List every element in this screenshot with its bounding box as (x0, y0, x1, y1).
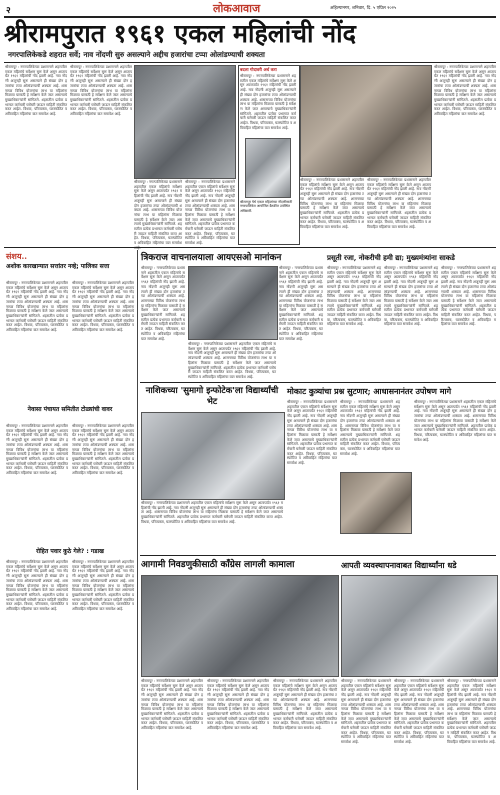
prasuti-title: प्रसूती रजा, नोकरीची हमी द्या; मुख्यमंत्र्यांना साकडे (327, 253, 455, 262)
story2-title: नेवासा पंचायत समितीत टोळ्यांची वावर (27, 406, 113, 413)
story1-title: अशोक कारखान्यात सत्तांतर नव्हे; पालिका सत्ता (6, 263, 110, 270)
story3-title: रोहित पवार कुठे गेले? : गडाख (36, 548, 104, 555)
tray-photo (188, 266, 278, 340)
lead-column-6: श्रीरामपूर : नगरपालिकेच्या प्रशासनाने शहरातील एकल महिलांचे सर्वेक्षण सुरू केले असून आतापर्यंत १९६१ महिलांची नोंद झाली आहे. नाव नोंदणी अजूनही सुरू असल्याने ही संख्या दोन हजारांचा टप्पा ओलांडण्याची शक्यता आहे. शासनाच्या विविध योजनांचा लाभ या महिलांना मिळावा यासाठी हे सर्वेक्षण केले जात असल्याचे मुख्याधिकाऱ्यांनी सांगितले. शहरातील प्रत्येक प्रभागात कर्मचारी घरोघरी जाऊन माहिती संकलित करत आहेत. विधवा, परित्यक्ता, घटस्फोटित व अविवाहित महिलांचा यात समावेश आहे. (367, 178, 431, 230)
story1-text-b: श्रीरामपूर : नगरपालिकेच्या प्रशासनाने शहरातील एकल महिलांचे सर्वेक्षण सुरू केले असून आतापर्यंत १९६१ महिलांची नोंद झाली आहे. नाव नोंदणी अजूनही सुरू असल्याने ही संख्या दोन हजारांचा टप्पा ओलांडण्याची शक्यता आहे. शासनाच्या विविध योजनांचा लाभ या महिलांना मिळावा यासाठी हे सर्वेक्षण केले जात असल्याचे मुख्याधिकाऱ्यांनी सांगितले. शहरातील प्रत्येक प्रभागात कर्मचारी घरोघरी जाऊन माहिती संकलित करत आहेत. विधवा, परित्यक्ता, घटस्फोटित व अविवाहित महिलांचा यात समावेश आहे. (72, 281, 134, 333)
inset-title: बदला गोदावरी अर्थ करा (240, 67, 277, 72)
inset-portrait (245, 138, 291, 198)
congress-title: आगामी निवडणुकीसाठी कॉंग्रेस लागली कामाला (141, 560, 295, 570)
nashik-photo (141, 412, 285, 500)
story1-text-a: श्रीरामपूर : नगरपालिकेच्या प्रशासनाने शहरातील एकल महिलांचे सर्वेक्षण सुरू केले असून आतापर्यंत १९६१ महिलांची नोंद झाली आहे. नाव नोंदणी अजूनही सुरू असल्याने ही संख्या दोन हजारांचा टप्पा ओलांडण्याची शक्यता आहे. शासनाच्या विविध योजनांचा लाभ या महिलांना मिळावा यासाठी हे सर्वेक्षण केले जात असल्याचे मुख्याधिकाऱ्यांनी सांगितले. शहरातील प्रत्येक प्रभागात कर्मचारी घरोघरी जाऊन माहिती संकलित करत आहेत. विधवा, परित्यक्ता, घटस्फोटित व अविवाहित महिलांचा यात समावेश आहे. (6, 281, 68, 333)
mokat-text-b: श्रीरामपूर : नगरपालिकेच्या प्रशासनाने शहरातील एकल महिलांचे सर्वेक्षण सुरू केले असून आतापर्यंत १९६१ महिलांची नोंद झाली आहे. नाव नोंदणी अजूनही सुरू असल्याने ही संख्या दोन हजारांचा टप्पा ओलांडण्याची शक्यता आहे. शासनाच्या विविध योजनांचा लाभ या महिलांना मिळावा यासाठी हे सर्वेक्षण केले जात असल्याचे मुख्याधिकाऱ्यांनी सांगितले. शहरातील प्रत्येक प्रभागात कर्मचारी घरोघरी जाऊन माहिती संकलित करत आहेत. विधवा, परित्यक्ता, घटस्फोटित व अविवाहित महिलांचा यात समावेश आहे. (340, 400, 400, 456)
tray-text-b: श्रीरामपूर : नगरपालिकेच्या प्रशासनाने शहरातील एकल महिलांचे सर्वेक्षण सुरू केले असून आतापर्यंत १९६१ महिलांची नोंद झाली आहे. नाव नोंदणी अजूनही सुरू असल्याने ही संख्या दोन हजारांचा टप्पा ओलांडण्याची शक्यता आहे. शासनाच्या विविध योजनांचा लाभ या महिलांना मिळावा यासाठी हे सर्वेक्षण केले जात असल्याचे मुख्याधिकाऱ्यांनी सांगितले. शहरातील प्रत्येक प्रभागात कर्मचारी घरोघरी जाऊन माहिती संकलित करत आहेत. विधवा, परित्यक्ता, घटस्फोटित व अविवाहित महिलांचा यात समावेश आहे. (188, 342, 276, 379)
inset-text: श्रीरामपूर : नगरपालिकेच्या प्रशासनाने शहरातील एकल महिलांचे सर्वेक्षण सुरू केले असून आतापर्यंत १९६१ महिलांची नोंद झाली आहे. नाव नोंदणी अजूनही सुरू असल्याने ही संख्या दोन हजारांचा टप्पा ओलांडण्याची शक्यता आहे. शासनाच्या विविध योजनांचा लाभ या महिलांना मिळावा यासाठी हे सर्वेक्षण केले जात असल्याचे मुख्याधिकाऱ्यांनी सांगितले. शहरातील प्रत्येक प्रभागात कर्मचारी घरोघरी जाऊन माहिती संकलित करत आहेत. विधवा, परित्यक्ता, घटस्फोटित व अविवाहित महिलांचा यात समावेश आहे. (240, 74, 296, 130)
congress-text-b: श्रीरामपूर : नगरपालिकेच्या प्रशासनाने शहरातील एकल महिलांचे सर्वेक्षण सुरू केले असून आतापर्यंत १९६१ महिलांची नोंद झाली आहे. नाव नोंदणी अजूनही सुरू असल्याने ही संख्या दोन हजारांचा टप्पा ओलांडण्याची शक्यता आहे. शासनाच्या विविध योजनांचा लाभ या महिलांना मिळावा यासाठी हे सर्वेक्षण केले जात असल्याचे मुख्याधिकाऱ्यांनी सांगितले. शहरातील प्रत्येक प्रभागात कर्मचारी घरोघरी जाऊन माहिती संकलित करत आहेत. विधवा, परित्यक्ता, घटस्फोटित व अविवाहित महिलांचा यात समावेश आहे. (207, 679, 269, 731)
lead-photo-meeting (300, 65, 432, 177)
congress-text-a: श्रीरामपूर : नगरपालिकेच्या प्रशासनाने शहरातील एकल महिलांचे सर्वेक्षण सुरू केले असून आतापर्यंत १९६१ महिलांची नोंद झाली आहे. नाव नोंदणी अजूनही सुरू असल्याने ही संख्या दोन हजारांचा टप्पा ओलांडण्याची शक्यता आहे. शासनाच्या विविध योजनांचा लाभ या महिलांना मिळावा यासाठी हे सर्वेक्षण केले जात असल्याचे मुख्याधिकाऱ्यांनी सांगितले. शहरातील प्रत्येक प्रभागात कर्मचारी घरोघरी जाऊन माहिती संकलित करत आहेत. विधवा, परित्यक्ता, घटस्फोटित व अविवाहित महिलांचा यात समावेश आहे. (141, 679, 203, 731)
prasuti-text-b: श्रीरामपूर : नगरपालिकेच्या प्रशासनाने शहरातील एकल महिलांचे सर्वेक्षण सुरू केले असून आतापर्यंत १९६१ महिलांची नोंद झाली आहे. नाव नोंदणी अजूनही सुरू असल्याने ही संख्या दोन हजारांचा टप्पा ओलांडण्याची शक्यता आहे. शासनाच्या विविध योजनांचा लाभ या महिलांना मिळावा यासाठी हे सर्वेक्षण केले जात असल्याचे मुख्याधिकाऱ्यांनी सांगितले. शहरातील प्रत्येक प्रभागात कर्मचारी घरोघरी जाऊन माहिती संकलित करत आहेत. विधवा, परित्यक्ता, घटस्फोटित व अविवाहित महिलांचा यात समावेश आहे. (384, 266, 438, 327)
sanshay-label: संशय.. (6, 251, 28, 261)
mid-rule-2 (140, 555, 496, 556)
lead-column-4: श्रीरामपूर : नगरपालिकेच्या प्रशासनाने शहरातील एकल महिलांचे सर्वेक्षण सुरू केले असून आतापर्यंत १९६१ महिलांची नोंद झाली आहे. नाव नोंदणी अजूनही सुरू असल्याने ही संख्या दोन हजारांचा टप्पा ओलांडण्याची शक्यता आहे. शासनाच्या विविध योजनांचा लाभ या महिलांना मिळावा यासाठी हे सर्वेक्षण केले जात असल्याचे मुख्याधिकाऱ्यांनी सांगितले. शहरातील प्रत्येक प्रभागात कर्मचारी घरोघरी जाऊन माहिती संकलित करत आहेत. विधवा, परित्यक्ता, घटस्फोटित व अविवाहित महिलांचा यात समावेश आहे. (185, 180, 235, 246)
prasuti-text-a: श्रीरामपूर : नगरपालिकेच्या प्रशासनाने शहरातील एकल महिलांचे सर्वेक्षण सुरू केले असून आतापर्यंत १९६१ महिलांची नोंद झाली आहे. नाव नोंदणी अजूनही सुरू असल्याने ही संख्या दोन हजारांचा टप्पा ओलांडण्याची शक्यता आहे. शासनाच्या विविध योजनांचा लाभ या महिलांना मिळावा यासाठी हे सर्वेक्षण केले जात असल्याचे मुख्याधिकाऱ्यांनी सांगितले. शहरातील प्रत्येक प्रभागात कर्मचारी घरोघरी जाऊन माहिती संकलित करत आहेत. विधवा, परित्यक्ता, घटस्फोटित व अविवाहित महिलांचा यात समावेश आहे. (327, 266, 381, 327)
congress-photo (141, 575, 339, 677)
masthead: लोकआवाज (213, 2, 261, 15)
lead-bottom-rule (4, 247, 496, 248)
lead-column-3: श्रीरामपूर : नगरपालिकेच्या प्रशासनाने शहरातील एकल महिलांचे सर्वेक्षण सुरू केले असून आतापर्यंत १९६१ महिलांची नोंद झाली आहे. नाव नोंदणी अजूनही सुरू असल्याने ही संख्या दोन हजारांचा टप्पा ओलांडण्याची शक्यता आहे. शासनाच्या विविध योजनांचा लाभ या महिलांना मिळावा यासाठी हे सर्वेक्षण केले जात असल्याचे मुख्याधिकाऱ्यांनी सांगितले. शहरातील प्रत्येक प्रभागात कर्मचारी घरोघरी जाऊन माहिती संकलित करत आहेत. विधवा, परित्यक्ता, घटस्फोटित व अविवाहित महिलांचा यात समावेश (134, 180, 182, 246)
lead-column-5: श्रीरामपूर : नगरपालिकेच्या प्रशासनाने शहरातील एकल महिलांचे सर्वेक्षण सुरू केले असून आतापर्यंत १९६१ महिलांची नोंद झाली आहे. नाव नोंदणी अजूनही सुरू असल्याने ही संख्या दोन हजारांचा टप्पा ओलांडण्याची शक्यता आहे. शासनाच्या विविध योजनांचा लाभ या महिलांना मिळावा यासाठी हे सर्वेक्षण केले जात असल्याचे मुख्याधिकाऱ्यांनी सांगितले. शहरातील प्रत्येक प्रभागात कर्मचारी घरोघरी जाऊन माहिती संकलित करत आहेत. विधवा, परित्यक्ता, घटस्फोटित व अविवाहित महिलांचा यात समावेश आहे. (300, 178, 364, 230)
tray-text-c: श्रीरामपूर : नगरपालिकेच्या प्रशासनाने शहरातील एकल महिलांचे सर्वेक्षण सुरू केले असून आतापर्यंत १९६१ महिलांची नोंद झाली आहे. नाव नोंदणी अजूनही सुरू असल्याने ही संख्या दोन हजारांचा टप्पा ओलांडण्याची शक्यता आहे. शासनाच्या विविध योजनांचा लाभ या महिलांना मिळावा यासाठी हे सर्वेक्षण केले जात असल्याचे मुख्याधिकाऱ्यांनी सांगितले. शहरातील प्रत्येक प्रभागात कर्मचारी घरोघरी जाऊन माहिती संकलित करत आहेत. विधवा, परित्यक्ता, घटस्फोटित व अविवाहित महिलांचा यात समावेश आहे. (279, 266, 323, 341)
tray-title: त्रिकराज वाचनालयाला आयएसओ मानांकन (141, 253, 282, 263)
story2-text-a: श्रीरामपूर : नगरपालिकेच्या प्रशासनाने शहरातील एकल महिलांचे सर्वेक्षण सुरू केले असून आतापर्यंत १९६१ महिलांची नोंद झाली आहे. नाव नोंदणी अजूनही सुरू असल्याने ही संख्या दोन हजारांचा टप्पा ओलांडण्याची शक्यता आहे. शासनाच्या विविध योजनांचा लाभ या महिलांना मिळावा यासाठी हे सर्वेक्षण केले जात असल्याचे मुख्याधिकाऱ्यांनी सांगितले. शहरातील प्रत्येक प्रभागात कर्मचारी घरोघरी जाऊन माहिती संकलित करत आहेत. विधवा, परित्यक्ता, घटस्फोटित व अविवाहित महिलांचा यात समावेश आहे. (6, 424, 68, 476)
lead-rule (4, 62, 496, 63)
lead-column-2: श्रीरामपूर : नगरपालिकेच्या प्रशासनाने शहरातील एकल महिलांचे सर्वेक्षण सुरू केले असून आतापर्यंत १९६१ महिलांची नोंद झाली आहे. नाव नोंदणी अजूनही सुरू असल्याने ही संख्या दोन हजारांचा टप्पा ओलांडण्याची शक्यता आहे. शासनाच्या विविध योजनांचा लाभ या महिलांना मिळावा यासाठी हे सर्वेक्षण केले जात असल्याचे मुख्याधिकाऱ्यांनी सांगितले. शहरातील प्रत्येक प्रभागात कर्मचारी घरोघरी जाऊन माहिती संकलित करत आहेत. विधवा, परित्यक्ता, घटस्फोटित व अविवाहित महिलांचा यात समावेश आहे. (70, 65, 132, 117)
tray-text-a: श्रीरामपूर : नगरपालिकेच्या प्रशासनाने शहरातील एकल महिलांचे सर्वेक्षण सुरू केले असून आतापर्यंत १९६१ महिलांची नोंद झाली आहे. नाव नोंदणी अजूनही सुरू असल्याने ही संख्या दोन हजारांचा टप्पा ओलांडण्याची शक्यता आहे. शासनाच्या विविध योजनांचा लाभ या महिलांना मिळावा यासाठी हे सर्वेक्षण केले जात असल्याचे मुख्याधिकाऱ्यांनी सांगितले. शहरातील प्रत्येक प्रभागात कर्मचारी घरोघरी जाऊन माहिती संकलित करत आहेत. विधवा, परित्यक्ता, घटस्फोटित व अविवाहित महिलांचा यात समावेश आहे. (141, 266, 185, 341)
mid-rule-1 (140, 382, 496, 383)
header-rule (4, 16, 496, 18)
apatti-photo (341, 575, 498, 677)
inset-caption: श्रीरामपूर येथे एकल महिलांच्या नोंदणीसाठी नगरपालिकेत आयोजित बैठकीत उपस्थित अधिकारी. (240, 200, 293, 213)
story3-text-a: श्रीरामपूर : नगरपालिकेच्या प्रशासनाने शहरातील एकल महिलांचे सर्वेक्षण सुरू केले असून आतापर्यंत १९६१ महिलांची नोंद झाली आहे. नाव नोंदणी अजूनही सुरू असल्याने ही संख्या दोन हजारांचा टप्पा ओलांडण्याची शक्यता आहे. शासनाच्या विविध योजनांचा लाभ या महिलांना मिळावा यासाठी हे सर्वेक्षण केले जात असल्याचे मुख्याधिकाऱ्यांनी सांगितले. शहरातील प्रत्येक प्रभागात कर्मचारी घरोघरी जाऊन माहिती संकलित करत आहेत. विधवा, परित्यक्ता, घटस्फोटित व अविवाहित महिलांचा यात समावेश आहे. (6, 560, 68, 612)
left-column-divider (137, 250, 138, 790)
story2-text-b: श्रीरामपूर : नगरपालिकेच्या प्रशासनाने शहरातील एकल महिलांचे सर्वेक्षण सुरू केले असून आतापर्यंत १९६१ महिलांची नोंद झाली आहे. नाव नोंदणी अजूनही सुरू असल्याने ही संख्या दोन हजारांचा टप्पा ओलांडण्याची शक्यता आहे. शासनाच्या विविध योजनांचा लाभ या महिलांना मिळावा यासाठी हे सर्वेक्षण केले जात असल्याचे मुख्याधिकाऱ्यांनी सांगितले. शहरातील प्रत्येक प्रभागात कर्मचारी घरोघरी जाऊन माहिती संकलित करत आहेत. विधवा, परित्यक्ता, घटस्फोटित व अविवाहित महिलांचा यात समावेश आहे. (72, 424, 134, 476)
prasuti-text-c: श्रीरामपूर : नगरपालिकेच्या प्रशासनाने शहरातील एकल महिलांचे सर्वेक्षण सुरू केले असून आतापर्यंत १९६१ महिलांची नोंद झाली आहे. नाव नोंदणी अजूनही सुरू असल्याने ही संख्या दोन हजारांचा टप्पा ओलांडण्याची शक्यता आहे. शासनाच्या विविध योजनांचा लाभ या महिलांना मिळावा यासाठी हे सर्वेक्षण केले जात असल्याचे मुख्याधिकाऱ्यांनी सांगितले. शहरातील प्रत्येक प्रभागात कर्मचारी घरोघरी जाऊन माहिती संकलित करत आहेत. विधवा, परित्यक्ता, घटस्फोटित व अविवाहित महिलांचा यात समावेश आहे. (441, 266, 496, 327)
lead-column-1: श्रीरामपूर : नगरपालिकेच्या प्रशासनाने शहरातील एकल महिलांचे सर्वेक्षण सुरू केले असून आतापर्यंत १९६१ महिलांची नोंद झाली आहे. नाव नोंदणी अजूनही सुरू असल्याने ही संख्या दोन हजारांचा टप्पा ओलांडण्याची शक्यता आहे. शासनाच्या विविध योजनांचा लाभ या महिलांना मिळावा यासाठी हे सर्वेक्षण केले जात असल्याचे मुख्याधिकाऱ्यांनी सांगितले. शहरातील प्रत्येक प्रभागात कर्मचारी घरोघरी जाऊन माहिती संकलित करत आहेत. विधवा, परित्यक्ता, घटस्फोटित व अविवाहित महिलांचा यात समावेश आहे. (5, 65, 67, 117)
mokat-text-a: श्रीरामपूर : नगरपालिकेच्या प्रशासनाने शहरातील एकल महिलांचे सर्वेक्षण सुरू केले असून आतापर्यंत १९६१ महिलांची नोंद झाली आहे. नाव नोंदणी अजूनही सुरू असल्याने ही संख्या दोन हजारांचा टप्पा ओलांडण्याची शक्यता आहे. शासनाच्या विविध योजनांचा लाभ या महिलांना मिळावा यासाठी हे सर्वेक्षण केले जात असल्याचे मुख्याधिकाऱ्यांनी सांगितले. शहरातील प्रत्येक प्रभागात कर्मचारी घरोघरी जाऊन माहिती संकलित करत आहेत. विधवा, परित्यक्ता, घटस्फोटित व अविवाहित महिलांचा यात समावेश आहे. (287, 400, 337, 466)
lead-column-7: श्रीरामपूर : नगरपालिकेच्या प्रशासनाने शहरातील एकल महिलांचे सर्वेक्षण सुरू केले असून आतापर्यंत १९६१ महिलांची नोंद झाली आहे. नाव नोंदणी अजूनही सुरू असल्याने ही संख्या दोन हजारांचा टप्पा ओलांडण्याची शक्यता आहे. शासनाच्या विविध योजनांचा लाभ या महिलांना मिळावा यासाठी हे सर्वेक्षण केले जात असल्याचे मुख्याधिकाऱ्यांनी सांगितले. शहरातील प्रत्येक प्रभागात कर्मचारी घरोघरी जाऊन माहिती संकलित करत आहेत. विधवा, परित्यक्ता, घटस्फोटित व अविवाहित महिलांचा यात समावेश आहे. (434, 65, 496, 117)
apatti-text-c: श्रीरामपूर : नगरपालिकेच्या प्रशासनाने शहरातील एकल महिलांचे सर्वेक्षण सुरू केले असून आतापर्यंत १९६१ महिलांची नोंद झाली आहे. नाव नोंदणी अजूनही सुरू असल्याने ही संख्या दोन हजारांचा टप्पा ओलांडण्याची शक्यता आहे. शासनाच्या विविध योजनांचा लाभ या महिलांना मिळावा यासाठी हे सर्वेक्षण केले जात असल्याचे मुख्याधिकाऱ्यांनी सांगितले. शहरातील प्रत्येक प्रभागात कर्मचारी घरोघरी जाऊन माहिती संकलित करत आहेत. विधवा, परित्यक्ता, घटस्फोटित व अविवाहित महिलांचा यात समावेश आहे. (447, 679, 496, 745)
apatti-text-a: श्रीरामपूर : नगरपालिकेच्या प्रशासनाने शहरातील एकल महिलांचे सर्वेक्षण सुरू केले असून आतापर्यंत १९६१ महिलांची नोंद झाली आहे. नाव नोंदणी अजूनही सुरू असल्याने ही संख्या दोन हजारांचा टप्पा ओलांडण्याची शक्यता आहे. शासनाच्या विविध योजनांचा लाभ या महिलांना मिळावा यासाठी हे सर्वेक्षण केले जात असल्याचे मुख्याधिकाऱ्यांनी सांगितले. शहरातील प्रत्येक प्रभागात कर्मचारी घरोघरी जाऊन माहिती संकलित करत आहेत. विधवा, परित्यक्ता, घटस्फोटित व अविवाहित महिलांचा यात समावेश आहे. (341, 679, 391, 745)
story3-text-b: श्रीरामपूर : नगरपालिकेच्या प्रशासनाने शहरातील एकल महिलांचे सर्वेक्षण सुरू केले असून आतापर्यंत १९६१ महिलांची नोंद झाली आहे. नाव नोंदणी अजूनही सुरू असल्याने ही संख्या दोन हजारांचा टप्पा ओलांडण्याची शक्यता आहे. शासनाच्या विविध योजनांचा लाभ या महिलांना मिळावा यासाठी हे सर्वेक्षण केले जात असल्याचे मुख्याधिकाऱ्यांनी सांगितले. शहरातील प्रत्येक प्रभागात कर्मचारी घरोघरी जाऊन माहिती संकलित करत आहेत. विधवा, परित्यक्ता, घटस्फोटित व अविवाहित महिलांचा यात समावेश आहे. (72, 560, 134, 612)
apatti-text-b: श्रीरामपूर : नगरपालिकेच्या प्रशासनाने शहरातील एकल महिलांचे सर्वेक्षण सुरू केले असून आतापर्यंत १९६१ महिलांची नोंद झाली आहे. नाव नोंदणी अजूनही सुरू असल्याने ही संख्या दोन हजारांचा टप्पा ओलांडण्याची शक्यता आहे. शासनाच्या विविध योजनांचा लाभ या महिलांना मिळावा यासाठी हे सर्वेक्षण केले जात असल्याचे मुख्याधिकाऱ्यांनी सांगितले. शहरातील प्रत्येक प्रभागात कर्मचारी घरोघरी जाऊन माहिती संकलित करत आहेत. विधवा, परित्यक्ता, घटस्फोटित व अविवाहित महिलांचा यात समावेश आहे. (394, 679, 444, 745)
apatti-title: आपती व्यवस्थापनावाबत विद्यार्थ्यांना धडे (341, 560, 457, 570)
nashik-text: श्रीरामपूर : नगरपालिकेच्या प्रशासनाने शहरातील एकल महिलांचे सर्वेक्षण सुरू केले असून आतापर्यंत १९६१ महिलांची नोंद झाली आहे. नाव नोंदणी अजूनही सुरू असल्याने ही संख्या दोन हजारांचा टप्पा ओलांडण्याची शक्यता आहे. शासनाच्या विविध योजनांचा लाभ या महिलांना मिळावा यासाठी हे सर्वेक्षण केले जात असल्याचे मुख्याधिकाऱ्यांनी सांगितले. शहरातील प्रत्येक प्रभागात कर्मचारी घरोघरी जाऊन माहिती संकलित करत आहेत. विधवा, परित्यक्ता, घटस्फोटित व अविवाहित महिलांचा यात समावेश आहे. (141, 501, 283, 524)
dateline: अहिल्यानगर, शनिवार, दि. ५ एप्रिल २०२५ (330, 6, 397, 11)
mokat-text-c: श्रीरामपूर : नगरपालिकेच्या प्रशासनाने शहरातील एकल महिलांचे सर्वेक्षण सुरू केले असून आतापर्यंत १९६१ महिलांची नोंद झाली आहे. नाव नोंदणी अजूनही सुरू असल्याने ही संख्या दोन हजारांचा टप्पा ओलांडण्याची शक्यता आहे. शासनाच्या विविध योजनांचा लाभ या महिलांना मिळावा यासाठी हे सर्वेक्षण केले जात असल्याचे मुख्याधिकाऱ्यांनी सांगितले. शहरातील प्रत्येक प्रभागात कर्मचारी घरोघरी जाऊन माहिती संकलित करत आहेत. विधवा, परित्यक्ता, घटस्फोटित व अविवाहित महिलांचा यात समावेश आहे. (414, 400, 496, 442)
lead-photo-main (134, 65, 236, 179)
lead-headline: श्रीरामपुरात १९६१ एकल महिलांची नोंद (4, 19, 356, 48)
lead-subhead: नगरपालिकेकडे शहरात सर्वे; नाव नोंदणी सुरु असल्याने अद्दीच हजारांचा टप्पा ओलांडण्याची शक्यता (8, 50, 265, 59)
mokat-title: मोकाट कुत्र्यांचा प्रश्न सुटणार; आधासनानंतर उपोषण मागे (287, 386, 452, 396)
nashik-title: नाशिकच्या 'सुमागो इन्फोटेक'ला विद्यार्थ्यांची भेट (145, 386, 279, 407)
mokat-photo (340, 472, 412, 534)
page-number: २ (6, 6, 11, 16)
congress-text-c: श्रीरामपूर : नगरपालिकेच्या प्रशासनाने शहरातील एकल महिलांचे सर्वेक्षण सुरू केले असून आतापर्यंत १९६१ महिलांची नोंद झाली आहे. नाव नोंदणी अजूनही सुरू असल्याने ही संख्या दोन हजारांचा टप्पा ओलांडण्याची शक्यता आहे. शासनाच्या विविध योजनांचा लाभ या महिलांना मिळावा यासाठी हे सर्वेक्षण केले जात असल्याचे मुख्याधिकाऱ्यांनी सांगितले. शहरातील प्रत्येक प्रभागात कर्मचारी घरोघरी जाऊन माहिती संकलित करत आहेत. विधवा, परित्यक्ता, घटस्फोटित व अविवाहित महिलांचा यात समावेश आहे. (273, 679, 337, 731)
